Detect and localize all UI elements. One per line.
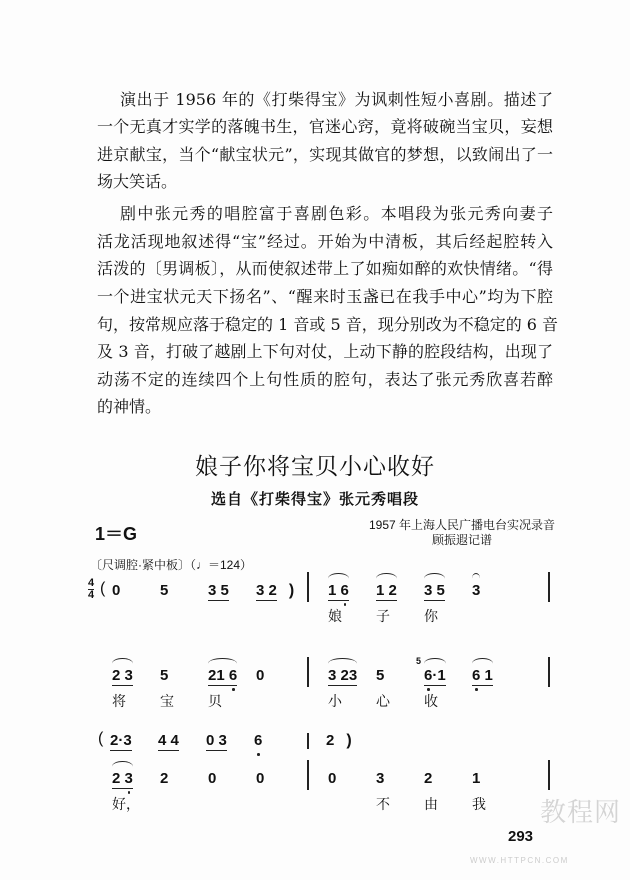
note-group: 1 6 <box>328 582 349 599</box>
beat <box>112 582 160 604</box>
text-line: 句，按常规应落于稳定的 1 音或 5 音，现分别改为不稳定的 6 音 <box>97 315 559 334</box>
note-group: 0 <box>256 770 265 787</box>
beat <box>206 732 254 754</box>
beat <box>328 770 376 792</box>
text-line: 场大笑话。 <box>97 172 178 191</box>
note-group: 1 <box>472 770 481 787</box>
text-line: 剧中张元秀的唱腔富于喜剧色彩。本唱段为张元秀向妻子 <box>120 204 553 223</box>
source-line: 1957 年上海人民广播电台实况录音 <box>368 518 555 532</box>
beat <box>328 582 376 604</box>
lyric: 子 <box>376 609 390 625</box>
tempo-marking: 〔尺调腔·紧中板〕（♩＝124） <box>90 558 253 572</box>
note-group: 2 <box>160 770 169 787</box>
measure <box>100 580 304 604</box>
bracket-close: ) <box>288 582 295 599</box>
note-group: 0 <box>256 667 265 684</box>
lyric <box>256 794 304 814</box>
beat <box>256 667 304 689</box>
barline <box>307 733 309 749</box>
barline <box>307 657 309 687</box>
lyrics-line <box>112 691 304 711</box>
beat <box>328 667 376 689</box>
lyric <box>208 794 256 814</box>
measure <box>112 770 304 792</box>
measure <box>328 770 520 792</box>
beat <box>110 732 158 754</box>
note-group: 2 <box>424 770 433 787</box>
beat <box>254 732 302 754</box>
lyric: 小 <box>328 694 342 710</box>
barline <box>307 760 309 790</box>
beat <box>160 582 208 604</box>
page-number: 293 <box>508 828 534 845</box>
lyrics-line <box>328 794 520 814</box>
beat <box>160 667 208 689</box>
text-line: 一个进宝状元天下扬名”、“醒来时玉盏已在我手中心”均为下腔 <box>97 287 553 306</box>
note-group: 5 <box>376 667 385 684</box>
lyric: 将 <box>112 694 126 710</box>
lyric: 我 <box>472 797 486 813</box>
beat <box>472 582 520 604</box>
measure <box>328 582 520 604</box>
bracket-open: ( <box>98 730 104 747</box>
time-sig-top: 4 <box>88 577 95 589</box>
watermark-logo: 教程网 <box>540 797 622 827</box>
note-group: 1 2 <box>376 582 397 599</box>
barline <box>548 572 550 602</box>
source-line: 顾振遐记谱 <box>431 533 492 547</box>
barline <box>548 657 550 687</box>
lyrics-line <box>328 691 520 711</box>
low-octave-dot <box>257 753 260 756</box>
beat <box>472 667 520 689</box>
watermark-url: WWW.HTTPCN.COM <box>470 856 569 865</box>
bracket-close: ) <box>346 732 352 749</box>
lyrics-line <box>112 794 304 814</box>
note-group: 3 23 <box>328 667 358 684</box>
note-group: 5 <box>160 667 169 684</box>
lyric: 你 <box>424 609 438 625</box>
note-group: 2 <box>326 732 335 749</box>
beat <box>208 770 256 792</box>
beat <box>112 770 160 792</box>
beat <box>256 582 304 604</box>
beat <box>424 582 472 604</box>
note-group: 6 1 <box>472 667 493 684</box>
beat <box>208 667 256 689</box>
beat <box>158 732 206 754</box>
lyric: 宝 <box>160 694 174 710</box>
beat <box>376 770 424 792</box>
beat <box>376 667 424 689</box>
text-line: 一个无真才实学的落魄书生，官迷心窍，竟将破碗当宝贝，妄想 <box>97 117 553 136</box>
note-group: 3 2 <box>256 582 277 599</box>
grace-note: 5 <box>416 656 422 666</box>
lyric: 贝 <box>208 694 222 710</box>
lyric <box>256 691 304 711</box>
lyric: 心 <box>376 694 390 710</box>
lyric: 好， <box>112 797 140 813</box>
lyric: 不 <box>376 797 390 813</box>
note-group: 3 <box>472 582 481 599</box>
beat <box>376 582 424 604</box>
bracket-open: ( <box>100 580 106 597</box>
lyric: 由 <box>424 797 438 813</box>
note-group: 3 5 <box>424 582 445 599</box>
lyric <box>472 691 520 711</box>
song-title: 娘子你将宝贝小心收好 <box>195 454 435 480</box>
source-credit <box>369 518 555 548</box>
text-line: 进京献宝，当个“献宝状元”，实现其做官的梦想，以致闹出了一 <box>97 145 553 164</box>
time-signature <box>88 578 94 601</box>
text-line: 动荡不定的连续四个上句性质的腔句，表达了张元秀欣喜若醉 <box>97 370 553 389</box>
beat <box>208 582 256 604</box>
note-group: 0 3 <box>206 732 227 749</box>
barline <box>548 760 550 790</box>
song-subtitle: 选自《打柴得宝》张元秀唱段 <box>210 490 419 508</box>
note-group: 3 <box>376 770 385 787</box>
note-group: 5 <box>160 582 169 599</box>
beat <box>160 770 208 792</box>
note-group: 0 <box>328 770 337 787</box>
beat <box>112 667 160 689</box>
measure <box>326 732 374 754</box>
beat <box>472 770 520 792</box>
time-sig-bottom: 4 <box>88 589 95 601</box>
note-group: 21 6 <box>208 667 238 684</box>
beat <box>416 656 472 689</box>
note-group: 2 3 <box>112 770 133 787</box>
text-line: 演出于 1956 年的《打柴得宝》为讽刺性短小喜剧。描述了 <box>120 90 553 109</box>
barline <box>307 572 309 602</box>
key-signature: 1＝G <box>95 524 138 544</box>
measure <box>98 730 302 754</box>
text-line: 活泼的〔男调板〕，从而使叙述带上了如痴如醉的欢快情绪。“得 <box>97 259 553 278</box>
text-line: 的神情。 <box>97 397 162 416</box>
note-group: 4 4 <box>158 732 179 749</box>
measure <box>112 667 304 689</box>
text-line: 活龙活现地叙述得“宝”经过。开始为中清板，其后经起腔转入 <box>97 232 553 251</box>
lyric <box>472 606 520 626</box>
note-group: 2·3 <box>110 732 132 749</box>
note-group: 2 3 <box>112 667 133 684</box>
note-group: 0 <box>208 770 217 787</box>
note-group: 3 5 <box>208 582 229 599</box>
beat <box>256 770 304 792</box>
note-group: 6 <box>254 732 263 749</box>
note-group: 0 <box>112 582 121 599</box>
text-line: 及 3 音，打破了越剧上下句对仗，上动下静的腔段结构，出现了 <box>97 342 553 361</box>
measure <box>328 656 520 689</box>
lyrics-line <box>328 606 520 626</box>
note-group: 6·1 <box>424 667 446 684</box>
lyric: 娘 <box>328 609 342 625</box>
lyric <box>160 794 208 814</box>
beat <box>424 770 472 792</box>
lyric <box>328 794 376 814</box>
lyric: 收 <box>424 694 438 710</box>
beat <box>326 732 374 754</box>
